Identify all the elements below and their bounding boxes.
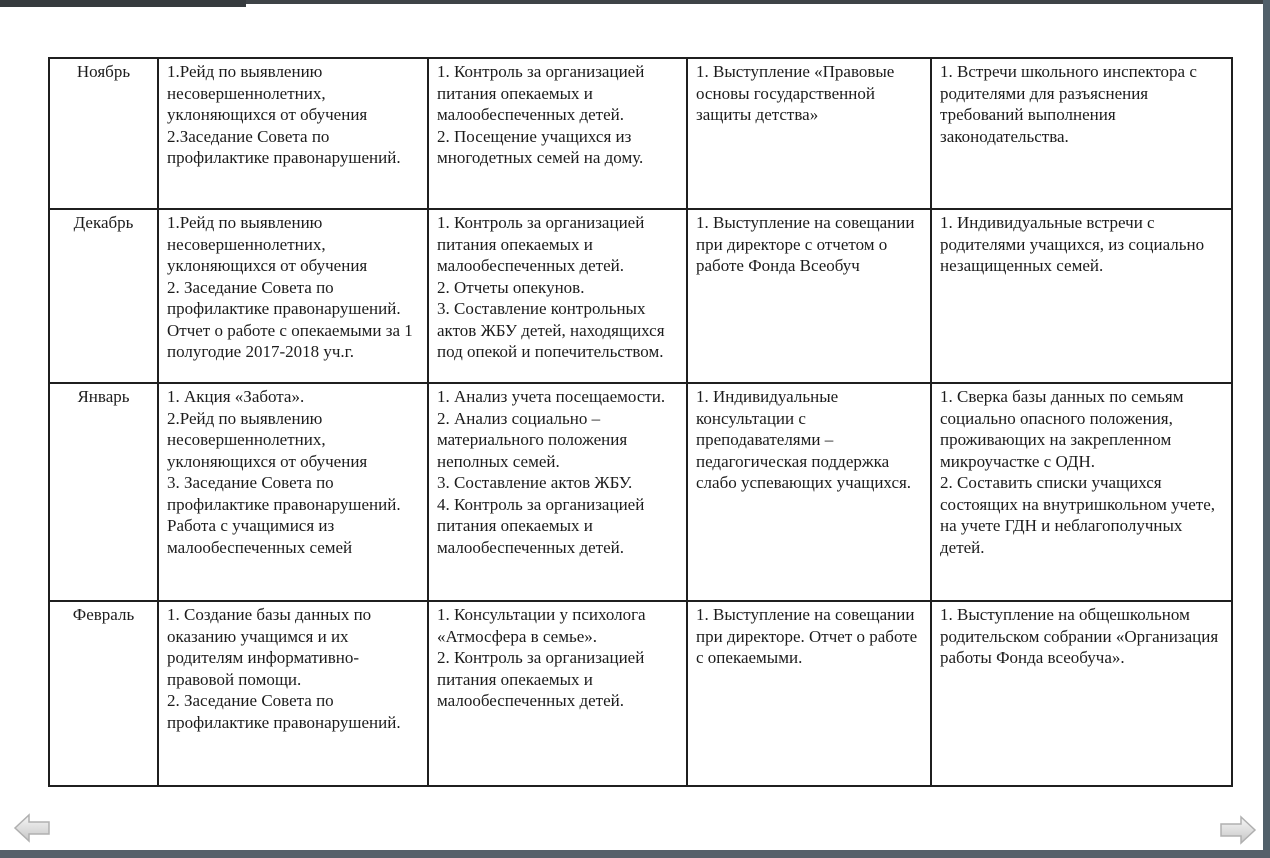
top-frame-bar-left-segment xyxy=(0,0,246,7)
plan-table-container xyxy=(48,57,1231,787)
plan-table xyxy=(48,57,1233,787)
right-frame-bar xyxy=(1263,0,1270,858)
table-row xyxy=(49,383,1232,601)
activity-cell xyxy=(687,209,931,383)
activity-item: 1. Выступление «Правовые основы государственной защиты детства» xyxy=(696,62,895,124)
activity-item: 3. Заседание Совета по профилактике правонарушений. Работа с учащимися из малообеспеченных семей xyxy=(167,473,401,557)
plan-table-body xyxy=(49,58,1232,786)
activity-cell xyxy=(931,601,1232,786)
activity-item: 1.Рейд по выявлению несовершеннолетних, уклоняющихся от обучения xyxy=(167,213,368,275)
activity-cell xyxy=(428,383,687,601)
activity-cell xyxy=(428,601,687,786)
activity-item: 1. Анализ учета посещаемости. xyxy=(437,387,666,406)
activity-item: 2. Контроль за организацией питания опекаемых и малообеспеченных детей. xyxy=(437,648,645,710)
month-cell: Декабрь xyxy=(49,209,158,383)
activity-item: 2. Анализ социально – материального положения неполных семей. xyxy=(437,408,628,471)
activity-item: 1. Выступление на общешкольном родительском собрании «Организация работы Фонда всеобуча». xyxy=(940,605,1219,667)
activity-item: 1. Создание базы данных по оказанию учащимся и их родителям информативно-правовой помощи. xyxy=(167,605,372,689)
activity-item: 1.Рейд по выявлению несовершеннолетних, уклоняющихся от обучения xyxy=(167,62,368,124)
next-slide-arrow-icon[interactable] xyxy=(1219,814,1257,846)
activity-item: 2. Заседание Совета по профилактике правонарушений. xyxy=(167,691,401,732)
activity-item: 1. Выступление на совещании при директоре с отчетом о работе Фонда Всеобуч xyxy=(696,213,915,275)
activity-item: 1. Индивидуальные встречи с родителями учащихся, из социально незащищенных семей. xyxy=(940,213,1205,275)
activity-cell xyxy=(158,58,428,209)
activity-item: 2. Отчеты опекунов. xyxy=(437,277,585,297)
activity-item: 1. Акция «Забота». xyxy=(167,387,305,406)
bottom-frame-bar xyxy=(0,850,1270,858)
activity-item: 1. Контроль за организацией питания опекаемых и малообеспеченных детей. xyxy=(437,62,645,124)
activity-item: 1. Сверка базы данных по семьям социально опасного положения, проживающих на закрепленном микроучастке с ОДН. xyxy=(940,387,1184,471)
activity-item: 1. Выступление на совещании при директоре. Отчет о работе с опекаемыми. xyxy=(696,605,918,667)
activity-cell xyxy=(158,209,428,383)
activity-cell xyxy=(428,209,687,383)
activity-item: 2. Составить списки учащихся состоящих на внутришкольном учете, на учете ГДН и неблагополучных детей. xyxy=(940,473,1216,557)
activity-item: 3. Составление актов ЖБУ. xyxy=(437,473,633,492)
activity-item: 2.Заседание Совета по профилактике правонарушений. xyxy=(167,126,401,167)
activity-item: 2.Рейд по выявлению несовершеннолетних, уклоняющихся от обучения xyxy=(167,408,368,471)
activity-cell xyxy=(428,58,687,209)
table-row xyxy=(49,58,1232,209)
table-row xyxy=(49,209,1232,383)
activity-item: 2. Посещение учащихся из многодетных семей на дому. xyxy=(437,126,644,167)
activity-cell xyxy=(931,58,1232,209)
month-cell: Февраль xyxy=(49,601,158,786)
table-row xyxy=(49,601,1232,786)
activity-item: 2. Заседание Совета по профилактике правонарушений. Отчет о работе с опекаемыми за 1 полугодие 2017-2018 уч.г. xyxy=(167,277,413,361)
activity-cell xyxy=(687,601,931,786)
activity-cell xyxy=(931,209,1232,383)
month-cell: Январь xyxy=(49,383,158,601)
previous-slide-arrow-icon[interactable] xyxy=(13,812,51,844)
activity-cell xyxy=(687,383,931,601)
activity-item: 1. Консультации у психолога «Атмосфера в семье». xyxy=(437,605,646,646)
activity-item: 1. Контроль за организацией питания опекаемых и малообеспеченных детей. xyxy=(437,213,645,275)
activity-cell xyxy=(158,383,428,601)
activity-cell xyxy=(931,383,1232,601)
activity-cell xyxy=(687,58,931,209)
month-cell: Ноябрь xyxy=(49,58,158,209)
activity-item: 3. Составление контрольных актов ЖБУ детей, находящихся под опекой и попечительством. xyxy=(437,299,665,361)
activity-cell xyxy=(158,601,428,786)
activity-item: 1. Встречи школьного инспектора с родителями для разъяснения требований выполнения законодательства. xyxy=(940,62,1197,146)
activity-item: 4. Контроль за организацией питания опекаемых и малообеспеченных детей. xyxy=(437,494,645,557)
activity-item: 1. Индивидуальные консультации с преподавателями – педагогическая поддержка слабо успевающих учащихся. xyxy=(696,387,912,492)
